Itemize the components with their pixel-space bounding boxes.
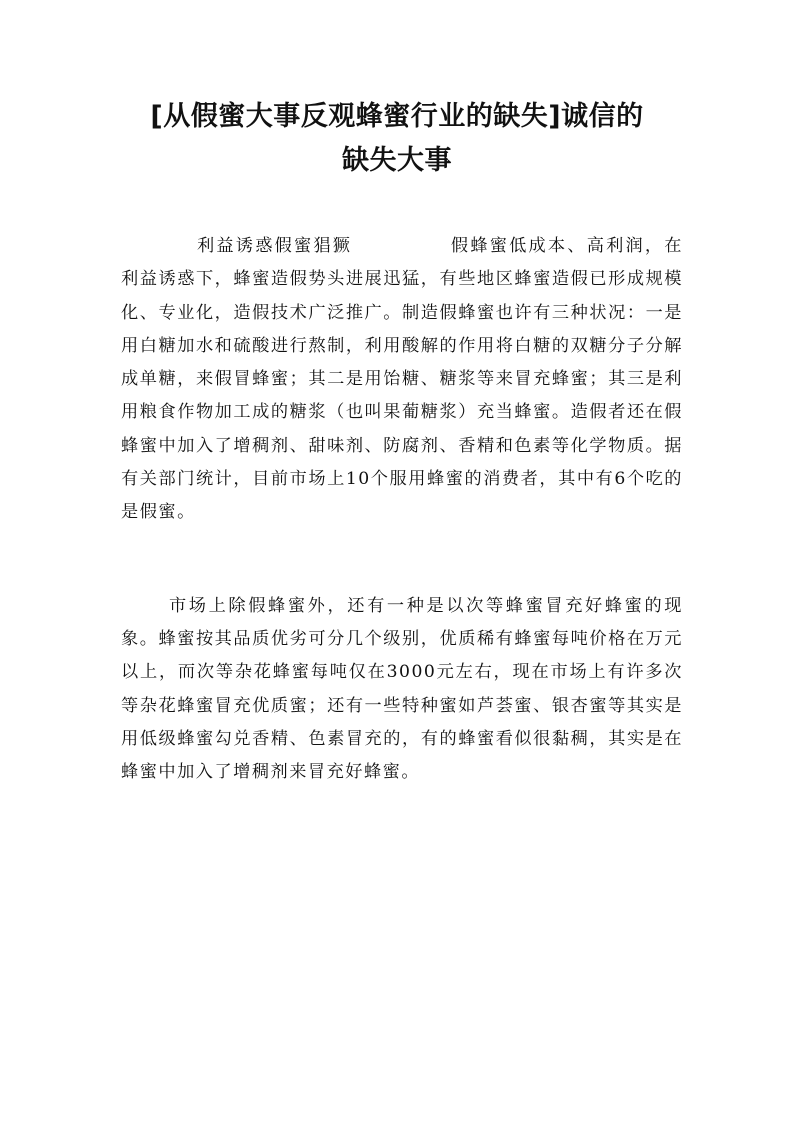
title-line-1: [从假蜜大事反观蜂蜜行业的缺失]诚信的	[150, 101, 644, 132]
title-line-2: 缺失大事	[342, 145, 452, 176]
paragraph-2: 市场上除假蜂蜜外，还有一种是以次等蜂蜜冒充好蜂蜜的现象。蜂蜜按其品质优劣可分几个级别，优质稀有蜂蜜每吨价格在万元以上，而次等杂花蜂蜜每吨仅在3000元左右，现在市场上有许多次等杂花蜂蜜冒充优质蜜；还有一些特种蜜如芦荟蜜、银杏蜜等其实是用低级蜂蜜勾兑香精、色素冒充的，有的蜂蜜看似很黏稠，其实是在蜂蜜中加入了增稠剂来冒充好蜂蜜。	[121, 595, 683, 783]
paragraph-1	[121, 230, 683, 530]
paragraph-1-text: 假蜂蜜低成本、高利润，在利益诱惑下，蜂蜜造假势头进展迅猛，有些地区蜂蜜造假已形成规模化、专业化，造假技术广泛推广。制造假蜂蜜也许有三种状况：一是用白糖加水和硫酸进行熬制，利用酸解的作用将白糖的双糖分子分解成单糖，来假冒蜂蜜；其二是用饴糖、糖浆等来冒充蜂蜜；其三是利用粮食作物加工成的糖浆（也叫果葡糖浆）充当蜂蜜。造假者还在假蜂蜜中加入了增稠剂、甜味剂、防腐剂、香精和色素等化学物质。据有关部门统计，目前市场上10个服用蜂蜜的消费者，其中有6个吃的是假蜜。	[121, 236, 683, 523]
document-title	[100, 95, 694, 183]
document-body	[121, 230, 683, 789]
paragraph-1-heading: 利益诱惑假蜜猖獗	[197, 236, 353, 256]
